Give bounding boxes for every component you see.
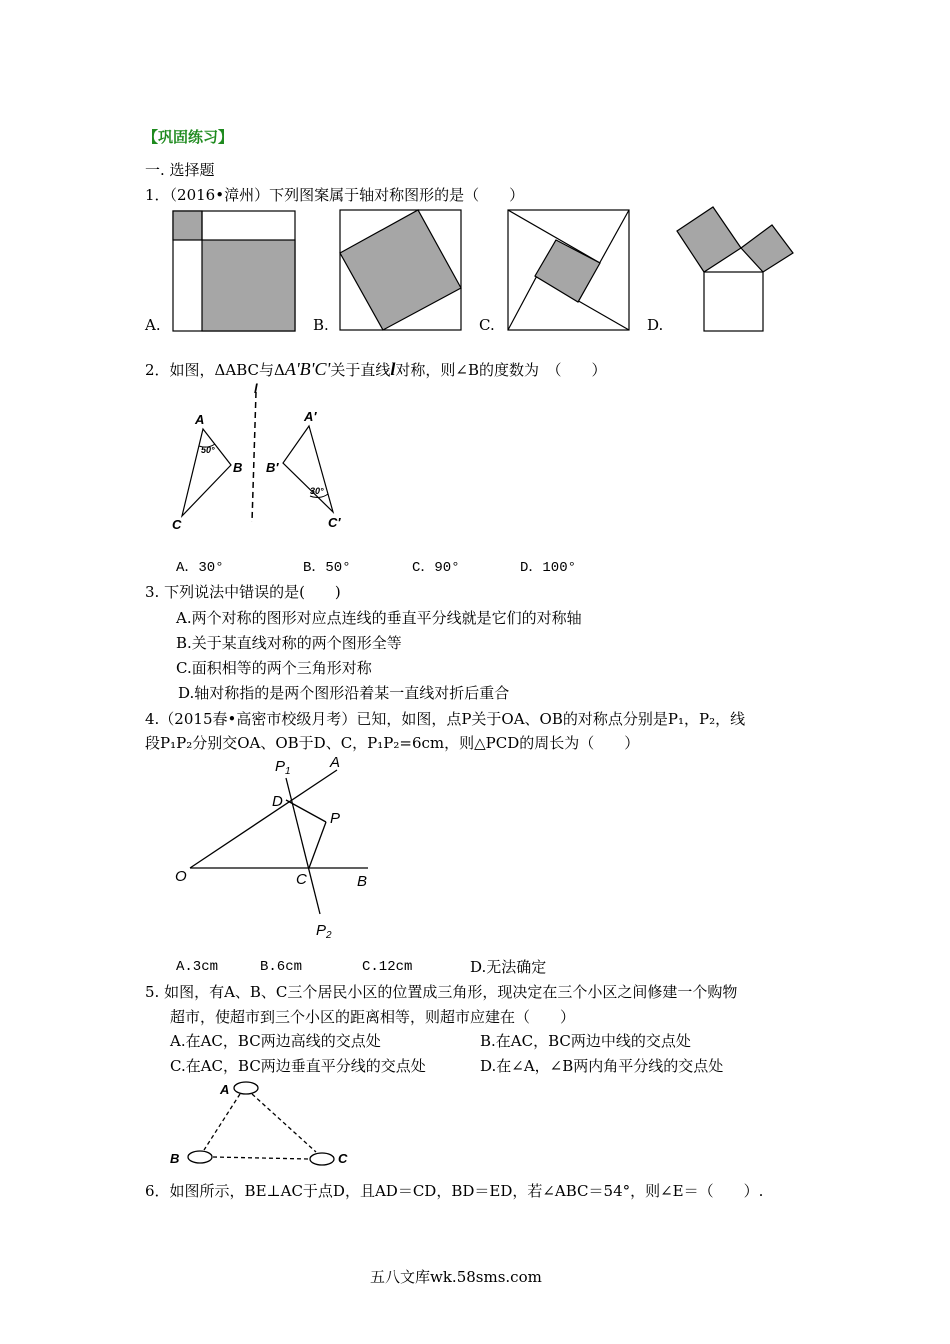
q3-option-a: A.两个对称的图形对应点连线的垂直平分线就是它们的对称轴 <box>176 609 582 627</box>
q1-option-c-label: C. <box>479 316 495 334</box>
q4-label-b: B <box>357 873 368 890</box>
q2-option-b: B．50° <box>303 560 351 576</box>
q2-stem-part2: 关于直线 <box>330 361 391 379</box>
question-1-stem: 1．（2016•漳州）下列图案属于轴对称图形的是（ ） <box>145 186 525 204</box>
q2-stem-part1: 2．如图，ΔABC与Δ <box>145 361 285 379</box>
q4-label-o: O <box>175 868 187 885</box>
page-footer: 五八文库wk.58sms.com <box>370 1268 542 1286</box>
q4-p1-subscript: 1 <box>285 766 291 777</box>
question-6-stem: 6．如图所示，BE⊥AC于点D，且AD＝CD，BD＝ED，若∠ABC＝54°，则∠E＝（ ）. <box>145 1182 764 1200</box>
section-heading: 【巩固练习】 <box>143 128 234 146</box>
q1-option-a-label: A. <box>145 316 161 334</box>
q4-p2-subscript: 2 <box>326 930 332 941</box>
q2-stem-part3: 对称，则∠B的度数为 （ ） <box>395 361 607 379</box>
q2-stem-l: l <box>390 359 396 379</box>
q3-option-d: D.轴对称指的是两个图形沿着某一直线对折后重合 <box>178 684 510 702</box>
q4-p2-letter: P <box>316 922 327 939</box>
q5-label-c: C <box>338 1151 348 1166</box>
q2-option-d: D．100° <box>520 560 577 576</box>
q3-option-b: B.关于某直线对称的两个图形全等 <box>176 634 402 652</box>
q5-label-b: B <box>170 1151 180 1166</box>
q2-label-c: C <box>172 517 182 532</box>
q2-label-b: B <box>233 460 243 475</box>
q2-option-a: A．30° <box>176 560 224 576</box>
q4-option-c: C.12cm <box>362 959 413 975</box>
q1-option-b-label: B. <box>313 316 329 334</box>
q4-label-a: A <box>330 754 341 771</box>
q3-option-c: C.面积相等的两个三角形对称 <box>176 659 372 677</box>
q2-angle-50: 50° <box>201 445 215 455</box>
q2-stem-math: A'B'C' <box>284 359 331 379</box>
q4-option-d: D.无法确定 <box>470 958 547 976</box>
q5-option-b: B.在AC，BC两边中线的交点处 <box>480 1032 691 1050</box>
question-5-line2: 超市，使超市到三个小区的距离相等，则超市应建在（ ） <box>170 1008 576 1026</box>
q5-option-d: D.在∠A，∠B两内角平分线的交点处 <box>480 1057 724 1075</box>
q2-label-a: A <box>195 412 205 427</box>
q2-label-l: l <box>254 381 258 396</box>
question-3-stem: 3. 下列说法中错误的是( ) <box>145 583 341 601</box>
section-title: 一. 选择题 <box>145 161 215 179</box>
question-5-line1: 5. 如图，有A、B、C三个居民小区的位置成三角形，现决定在三个小区之间修建一个购物 <box>145 983 738 1001</box>
q2-option-c: C．90° <box>412 560 460 576</box>
q4-label-d: D <box>272 793 283 810</box>
q5-option-a: A.在AC，BC两边高线的交点处 <box>170 1032 381 1050</box>
q4-label-c: C <box>296 871 307 888</box>
q4-option-a: A.3cm <box>176 959 219 975</box>
question-4-line1: 4.（2015春•高密市校级月考）已知，如图，点P关于OA、OB的对称点分别是P₁，P₂，线 <box>145 710 746 728</box>
q5-label-a: A <box>220 1082 230 1097</box>
q2-label-c-prime: C′ <box>328 515 341 530</box>
q2-label-a-prime: A′ <box>304 409 317 424</box>
q4-option-b: B.6cm <box>260 959 303 975</box>
q2-label-b-prime: B′ <box>266 460 279 475</box>
q1-option-d-label: D. <box>647 316 664 334</box>
q4-p1-letter: P <box>275 758 286 775</box>
q5-option-c: C.在AC，BC两边垂直平分线的交点处 <box>170 1057 426 1075</box>
q2-angle-30: 30° <box>310 486 324 496</box>
question-4-line2: 段P₁P₂分别交OA、OB于D、C，P₁P₂=6cm，则△PCD的周长为（ ） <box>145 734 640 752</box>
q4-label-p: P <box>330 810 341 827</box>
